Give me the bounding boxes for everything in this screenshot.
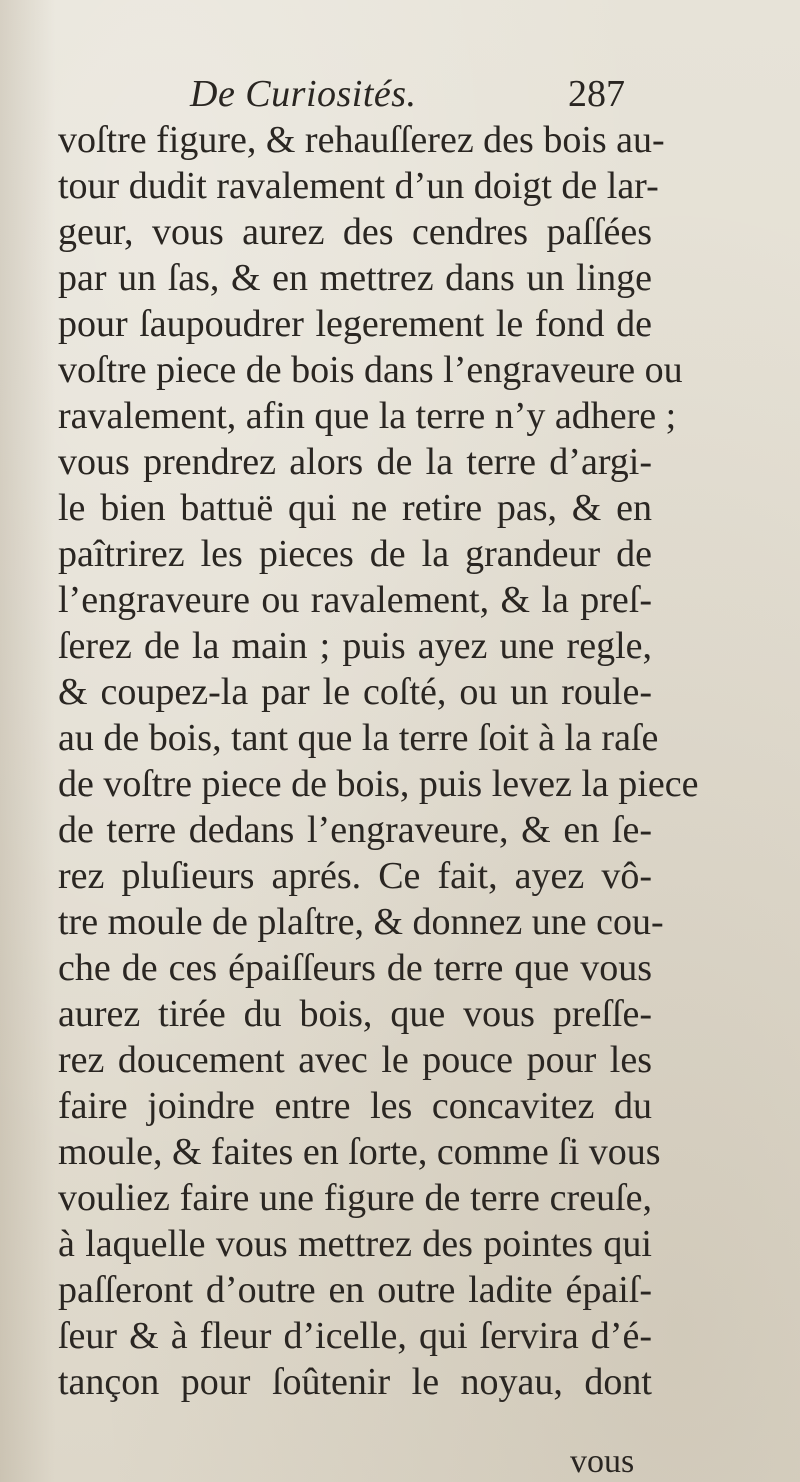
text-line: de terre dedans l’engraveure, & en ſe- xyxy=(58,809,652,851)
text-line: au de bois, tant que la terre ſoit à la raſe xyxy=(58,717,659,759)
text-line: l’engraveure ou ravalement, & la preſ- xyxy=(58,579,652,621)
page-number: 287 xyxy=(568,73,625,115)
text-line: ſerez de la main ; puis ayez une regle, xyxy=(58,625,652,667)
text-line: vouliez faire une figure de terre creuſe, xyxy=(58,1177,652,1219)
text-line: paîtrirez les pieces de la grandeur de xyxy=(58,533,652,575)
text-line: & coupez-la par le coſté, ou un roule- xyxy=(58,671,652,713)
text-line: geur, vous aurez des cendres paſſées xyxy=(58,211,652,253)
text-line: à laquelle vous mettrez des pointes qui xyxy=(58,1223,652,1265)
text-line: aurez tirée du bois, que vous preſſe- xyxy=(58,993,652,1035)
text-line: moule, & faites en ſorte, comme ſi vous xyxy=(58,1131,661,1173)
running-head xyxy=(0,72,800,116)
text-line: le bien battuë qui ne retire pas, & en xyxy=(58,487,652,529)
text-line: rez doucement avec le pouce pour les xyxy=(58,1039,652,1081)
text-line: tre moule de plaſtre, & donnez une cou- xyxy=(58,901,664,943)
text-line: tour dudit ravalement d’un doigt de lar- xyxy=(58,165,659,207)
text-line: ſeur & à fleur d’icelle, qui ſervira d’é- xyxy=(58,1315,652,1357)
text-line: vous prendrez alors de la terre d’argi- xyxy=(58,441,652,483)
text-line: par un ſas, & en mettrez dans un linge xyxy=(58,257,652,299)
text-line: voſtre piece de bois dans l’engraveure ou xyxy=(58,349,683,391)
text-line: voſtre figure, & rehauſſerez des bois au- xyxy=(58,119,665,161)
text-line: paſſeront d’outre en outre ladite épaiſ- xyxy=(58,1269,652,1311)
text-line: tançon pour ſoûtenir le noyau, dont xyxy=(58,1361,652,1403)
text-line: pour ſaupoudrer legerement le fond de xyxy=(58,303,652,345)
text-line: che de ces épaiſſeurs de terre que vous xyxy=(58,947,652,989)
text-line: ravalement, afin que la terre n’y adhere ; xyxy=(58,395,677,437)
catchword: vous xyxy=(570,1443,635,1480)
running-head-title: De Curiosités. xyxy=(190,73,417,115)
text-line: de voſtre piece de bois, puis levez la piece xyxy=(58,763,699,805)
text-line: rez pluſieurs aprés. Ce fait, ayez vô- xyxy=(58,855,652,897)
text-line: faire joindre entre les concavitez du xyxy=(58,1085,652,1127)
